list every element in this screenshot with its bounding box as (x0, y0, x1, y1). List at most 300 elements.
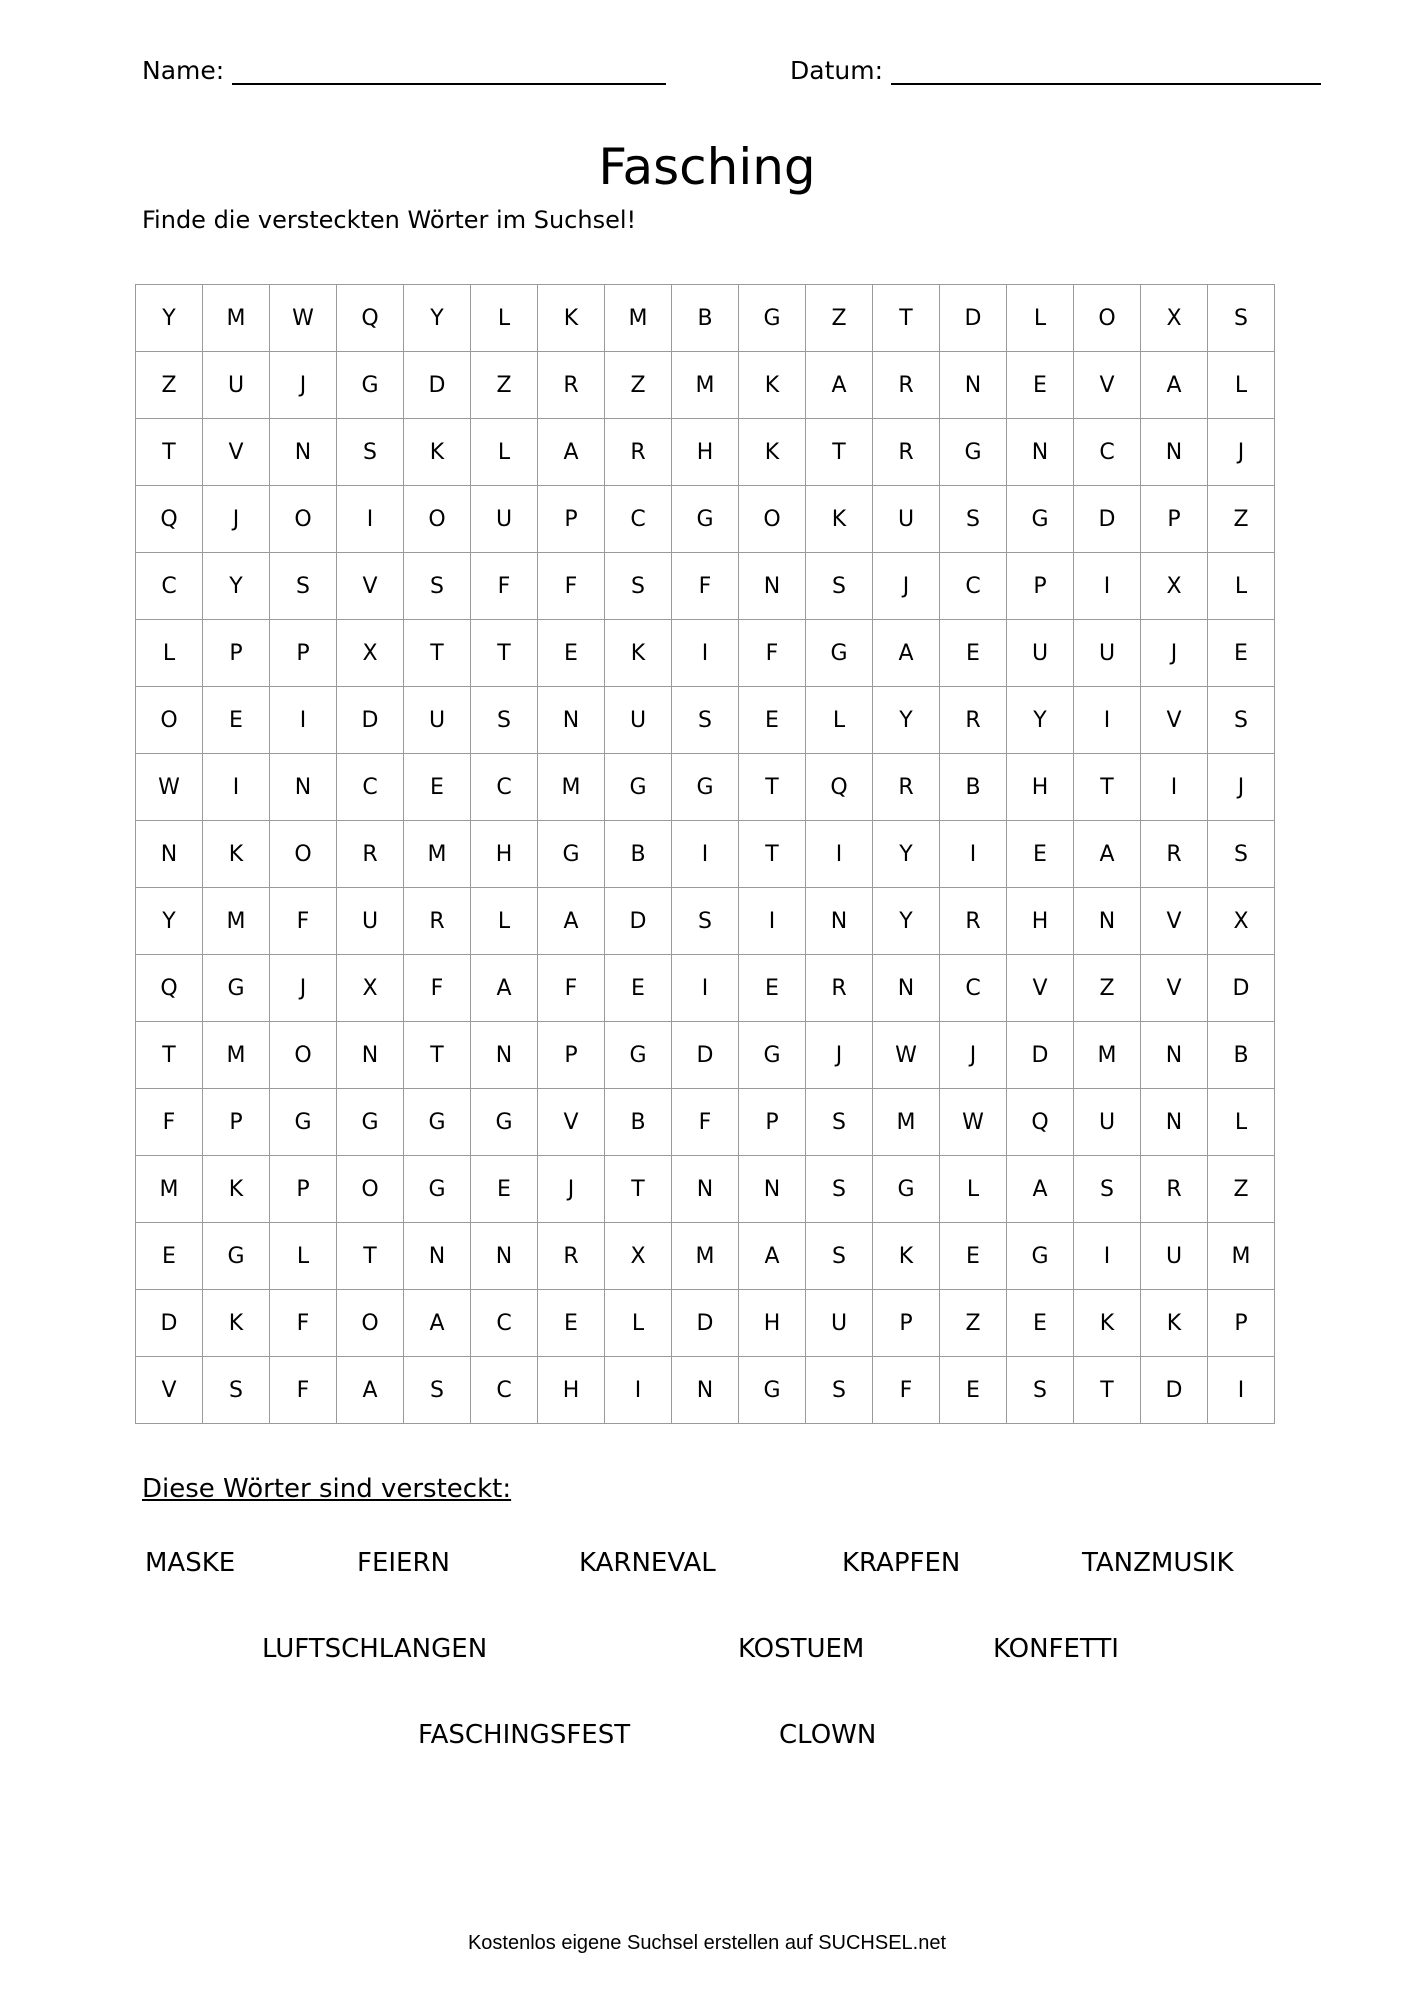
grid-cell[interactable]: C (605, 486, 672, 553)
grid-cell[interactable]: J (538, 1156, 605, 1223)
grid-cell[interactable]: E (538, 620, 605, 687)
grid-cell[interactable]: Z (136, 352, 203, 419)
grid-cell[interactable]: B (1208, 1022, 1275, 1089)
grid-cell[interactable]: I (806, 821, 873, 888)
grid-cell[interactable]: E (1007, 821, 1074, 888)
grid-cell[interactable]: T (136, 1022, 203, 1089)
grid-cell[interactable]: S (672, 687, 739, 754)
grid-cell[interactable]: L (806, 687, 873, 754)
grid-cell[interactable]: E (739, 955, 806, 1022)
grid-cell[interactable]: R (605, 419, 672, 486)
grid-cell[interactable]: R (806, 955, 873, 1022)
grid-cell[interactable]: L (940, 1156, 1007, 1223)
grid-cell[interactable]: R (337, 821, 404, 888)
grid-cell[interactable]: N (672, 1357, 739, 1424)
grid-cell[interactable]: O (136, 687, 203, 754)
grid-cell[interactable]: T (471, 620, 538, 687)
grid-cell[interactable]: Q (136, 486, 203, 553)
grid-cell[interactable]: G (1007, 1223, 1074, 1290)
grid-cell[interactable]: B (605, 821, 672, 888)
grid-cell[interactable]: R (940, 888, 1007, 955)
grid-cell[interactable]: I (672, 955, 739, 1022)
grid-cell[interactable]: C (940, 955, 1007, 1022)
grid-cell[interactable]: M (136, 1156, 203, 1223)
grid-cell[interactable]: S (404, 1357, 471, 1424)
grid-cell[interactable]: I (337, 486, 404, 553)
grid-cell[interactable]: C (1074, 419, 1141, 486)
grid-cell[interactable]: N (672, 1156, 739, 1223)
grid-cell[interactable]: P (270, 620, 337, 687)
grid-cell[interactable]: T (136, 419, 203, 486)
grid-cell[interactable]: Z (471, 352, 538, 419)
grid-cell[interactable]: G (203, 1223, 270, 1290)
grid-cell[interactable]: J (203, 486, 270, 553)
grid-cell[interactable]: W (270, 285, 337, 352)
grid-cell[interactable]: G (203, 955, 270, 1022)
grid-cell[interactable]: J (270, 352, 337, 419)
grid-cell[interactable]: V (1007, 955, 1074, 1022)
grid-cell[interactable]: D (404, 352, 471, 419)
grid-cell[interactable]: M (672, 352, 739, 419)
grid-cell[interactable]: S (806, 1223, 873, 1290)
worksheet-title: Fasching (598, 138, 816, 196)
grid-cell[interactable]: G (806, 620, 873, 687)
grid-cell[interactable]: S (806, 553, 873, 620)
grid-cell[interactable]: N (471, 1022, 538, 1089)
grid-cell[interactable]: V (1074, 352, 1141, 419)
grid-cell[interactable]: M (203, 285, 270, 352)
grid-cell[interactable]: I (203, 754, 270, 821)
grid-cell[interactable]: P (203, 620, 270, 687)
grid-cell[interactable]: J (1208, 419, 1275, 486)
grid-cell[interactable]: R (873, 419, 940, 486)
grid-cell[interactable]: Z (1208, 1156, 1275, 1223)
grid-cell[interactable]: C (471, 754, 538, 821)
grid-cell[interactable]: T (739, 821, 806, 888)
grid-cell[interactable]: S (806, 1156, 873, 1223)
grid-cell[interactable]: U (337, 888, 404, 955)
grid-cell[interactable]: R (873, 352, 940, 419)
grid-cell[interactable]: O (337, 1290, 404, 1357)
grid-cell[interactable]: L (471, 419, 538, 486)
grid-cell[interactable]: W (136, 754, 203, 821)
grid-cell[interactable]: F (471, 553, 538, 620)
grid-cell[interactable]: I (940, 821, 1007, 888)
grid-cell[interactable]: V (538, 1089, 605, 1156)
grid-cell[interactable]: E (940, 620, 1007, 687)
grid-cell[interactable]: Z (1208, 486, 1275, 553)
grid-cell[interactable]: E (1007, 1290, 1074, 1357)
word-list-item: KOSTUEM (738, 1634, 865, 1664)
grid-cell[interactable]: U (203, 352, 270, 419)
grid-cell[interactable]: K (605, 620, 672, 687)
grid-cell[interactable]: G (739, 1022, 806, 1089)
grid-cell[interactable]: P (270, 1156, 337, 1223)
grid-cell[interactable]: P (538, 486, 605, 553)
grid-cell[interactable]: T (806, 419, 873, 486)
grid-cell[interactable]: F (873, 1357, 940, 1424)
grid-cell[interactable]: Z (1074, 955, 1141, 1022)
grid-cell[interactable]: V (1141, 687, 1208, 754)
grid-cell[interactable]: I (1074, 687, 1141, 754)
grid-cell[interactable]: A (337, 1357, 404, 1424)
word-list-item: KONFETTI (993, 1634, 1119, 1664)
grid-cell[interactable]: V (337, 553, 404, 620)
grid-cell[interactable]: F (136, 1089, 203, 1156)
grid-cell[interactable]: C (337, 754, 404, 821)
grid-cell[interactable]: M (203, 1022, 270, 1089)
grid-cell[interactable]: R (1141, 1156, 1208, 1223)
grid-cell[interactable]: K (203, 1290, 270, 1357)
grid-cell[interactable]: H (538, 1357, 605, 1424)
grid-cell[interactable]: N (1141, 1089, 1208, 1156)
grid-cell[interactable]: M (538, 754, 605, 821)
grid-cell[interactable]: X (1141, 553, 1208, 620)
grid-cell[interactable]: N (940, 352, 1007, 419)
grid-cell[interactable]: P (538, 1022, 605, 1089)
grid-cell[interactable]: U (1007, 620, 1074, 687)
grid-cell[interactable]: S (940, 486, 1007, 553)
grid-cell[interactable]: N (806, 888, 873, 955)
grid-cell[interactable]: Y (1007, 687, 1074, 754)
grid-row (136, 1223, 1275, 1290)
grid-cell[interactable]: N (739, 553, 806, 620)
grid-cell[interactable]: U (404, 687, 471, 754)
grid-cell[interactable]: Y (136, 285, 203, 352)
grid-cell[interactable]: A (538, 419, 605, 486)
grid-cell[interactable]: J (940, 1022, 1007, 1089)
grid-cell[interactable]: D (672, 1022, 739, 1089)
grid-cell[interactable]: B (672, 285, 739, 352)
grid-cell[interactable]: K (1074, 1290, 1141, 1357)
grid-cell[interactable]: F (404, 955, 471, 1022)
grid-cell[interactable]: G (672, 486, 739, 553)
grid-cell[interactable]: O (1074, 285, 1141, 352)
grid-cell[interactable]: D (337, 687, 404, 754)
grid-cell[interactable]: H (1007, 754, 1074, 821)
grid-cell[interactable]: S (672, 888, 739, 955)
grid-cell[interactable]: L (1208, 1089, 1275, 1156)
grid-cell[interactable]: S (471, 687, 538, 754)
grid-cell[interactable]: N (404, 1223, 471, 1290)
grid-cell[interactable]: U (1141, 1223, 1208, 1290)
grid-cell[interactable]: U (806, 1290, 873, 1357)
grid-cell[interactable]: G (605, 754, 672, 821)
grid-cell[interactable]: S (1208, 687, 1275, 754)
grid-cell[interactable]: R (873, 754, 940, 821)
grid-cell[interactable]: E (605, 955, 672, 1022)
grid-cell[interactable]: A (739, 1223, 806, 1290)
grid-cell[interactable]: F (739, 620, 806, 687)
grid-cell[interactable]: W (940, 1089, 1007, 1156)
grid-cell[interactable]: A (404, 1290, 471, 1357)
grid-cell[interactable]: G (404, 1089, 471, 1156)
grid-cell[interactable]: F (270, 1290, 337, 1357)
grid-cell[interactable]: N (1007, 419, 1074, 486)
grid-cell[interactable]: R (538, 352, 605, 419)
grid-cell[interactable]: G (873, 1156, 940, 1223)
grid-cell[interactable]: X (1208, 888, 1275, 955)
grid-cell[interactable]: E (1007, 352, 1074, 419)
grid-cell[interactable]: S (1074, 1156, 1141, 1223)
grid-cell[interactable]: A (471, 955, 538, 1022)
grid-cell[interactable]: A (806, 352, 873, 419)
grid-cell[interactable]: O (404, 486, 471, 553)
grid-cell[interactable]: L (1007, 285, 1074, 352)
grid-cell[interactable]: P (873, 1290, 940, 1357)
grid-cell[interactable]: E (940, 1357, 1007, 1424)
grid-cell[interactable]: E (136, 1223, 203, 1290)
grid-cell[interactable]: D (1208, 955, 1275, 1022)
grid-cell[interactable]: N (538, 687, 605, 754)
date-blank-line[interactable] (891, 57, 1321, 85)
grid-cell[interactable]: W (873, 1022, 940, 1089)
grid-cell[interactable]: K (538, 285, 605, 352)
grid-cell[interactable]: X (1141, 285, 1208, 352)
grid-cell[interactable]: K (739, 419, 806, 486)
grid-cell[interactable]: A (1007, 1156, 1074, 1223)
grid-cell[interactable]: I (605, 1357, 672, 1424)
grid-cell[interactable]: H (471, 821, 538, 888)
grid-cell[interactable]: U (873, 486, 940, 553)
grid-cell[interactable]: S (337, 419, 404, 486)
grid-cell[interactable]: G (270, 1089, 337, 1156)
grid-cell[interactable]: Q (1007, 1089, 1074, 1156)
grid-cell[interactable]: K (203, 821, 270, 888)
grid-cell[interactable]: A (538, 888, 605, 955)
grid-cell[interactable]: I (1074, 553, 1141, 620)
grid-cell[interactable]: F (538, 553, 605, 620)
grid-cell[interactable]: D (605, 888, 672, 955)
grid-cell[interactable]: N (337, 1022, 404, 1089)
grid-cell[interactable]: N (471, 1223, 538, 1290)
grid-cell[interactable]: O (337, 1156, 404, 1223)
grid-cell[interactable]: I (672, 821, 739, 888)
grid-cell[interactable]: K (203, 1156, 270, 1223)
grid-cell[interactable]: K (873, 1223, 940, 1290)
date-label: Datum: (790, 56, 883, 85)
grid-cell[interactable]: O (270, 821, 337, 888)
grid-cell[interactable]: F (270, 888, 337, 955)
grid-cell[interactable]: H (1007, 888, 1074, 955)
grid-cell[interactable]: X (337, 620, 404, 687)
grid-cell[interactable]: N (136, 821, 203, 888)
grid-cell[interactable]: J (1141, 620, 1208, 687)
grid-cell[interactable]: X (337, 955, 404, 1022)
grid-cell[interactable]: I (672, 620, 739, 687)
grid-cell[interactable]: S (1208, 821, 1275, 888)
grid-cell[interactable]: S (1208, 285, 1275, 352)
grid-cell[interactable]: F (270, 1357, 337, 1424)
grid-cell[interactable]: S (1007, 1357, 1074, 1424)
grid-cell[interactable]: V (136, 1357, 203, 1424)
grid-cell[interactable]: G (471, 1089, 538, 1156)
grid-cell[interactable]: A (1141, 352, 1208, 419)
grid-cell[interactable]: L (605, 1290, 672, 1357)
grid-cell[interactable]: T (404, 620, 471, 687)
grid-cell[interactable]: D (1074, 486, 1141, 553)
grid-cell[interactable]: Q (136, 955, 203, 1022)
grid-cell[interactable]: R (538, 1223, 605, 1290)
grid-cell[interactable]: C (471, 1357, 538, 1424)
grid-cell[interactable]: A (873, 620, 940, 687)
grid-cell[interactable]: M (1208, 1223, 1275, 1290)
grid-cell[interactable]: L (270, 1223, 337, 1290)
grid-cell[interactable]: N (1074, 888, 1141, 955)
grid-cell[interactable]: E (471, 1156, 538, 1223)
grid-cell[interactable]: K (404, 419, 471, 486)
grid-cell[interactable]: M (1074, 1022, 1141, 1089)
grid-cell[interactable]: S (806, 1357, 873, 1424)
grid-cell[interactable]: V (1141, 888, 1208, 955)
grid-cell[interactable]: M (605, 285, 672, 352)
grid-cell[interactable]: E (404, 754, 471, 821)
grid-cell[interactable]: D (1141, 1357, 1208, 1424)
grid-cell[interactable]: U (1074, 1089, 1141, 1156)
grid-cell[interactable]: G (538, 821, 605, 888)
grid-cell[interactable]: K (739, 352, 806, 419)
grid-cell[interactable]: Y (203, 553, 270, 620)
grid-cell[interactable]: L (471, 888, 538, 955)
grid-cell[interactable]: G (337, 1089, 404, 1156)
grid-cell[interactable]: T (337, 1223, 404, 1290)
grid-cell[interactable]: F (538, 955, 605, 1022)
grid-cell[interactable]: U (471, 486, 538, 553)
grid-cell[interactable]: U (1074, 620, 1141, 687)
grid-cell[interactable]: O (270, 1022, 337, 1089)
grid-cell[interactable]: P (1007, 553, 1074, 620)
grid-cell[interactable]: Z (605, 352, 672, 419)
grid-cell[interactable]: H (672, 419, 739, 486)
grid-cell[interactable]: P (1208, 1290, 1275, 1357)
grid-cell[interactable]: F (672, 1089, 739, 1156)
grid-cell[interactable]: D (940, 285, 1007, 352)
grid-cell[interactable]: S (203, 1357, 270, 1424)
grid-cell[interactable]: G (337, 352, 404, 419)
grid-cell[interactable]: I (739, 888, 806, 955)
grid-cell[interactable]: D (1007, 1022, 1074, 1089)
grid-cell[interactable]: T (739, 754, 806, 821)
grid-cell[interactable]: N (270, 419, 337, 486)
grid-cell[interactable]: J (1208, 754, 1275, 821)
grid-cell[interactable]: R (1141, 821, 1208, 888)
grid-cell[interactable]: A (1074, 821, 1141, 888)
grid-cell[interactable]: S (270, 553, 337, 620)
grid-cell[interactable]: P (203, 1089, 270, 1156)
grid-cell[interactable]: Q (337, 285, 404, 352)
grid-cell[interactable]: D (672, 1290, 739, 1357)
grid-cell[interactable]: B (940, 754, 1007, 821)
grid-cell[interactable]: S (605, 553, 672, 620)
name-blank-line[interactable] (232, 57, 666, 85)
grid-cell[interactable]: N (270, 754, 337, 821)
grid-cell[interactable]: R (940, 687, 1007, 754)
grid-cell[interactable]: Y (873, 687, 940, 754)
grid-cell[interactable]: M (873, 1089, 940, 1156)
grid-cell[interactable]: V (203, 419, 270, 486)
grid-cell[interactable]: E (739, 687, 806, 754)
grid-cell[interactable]: T (605, 1156, 672, 1223)
grid-cell[interactable]: Z (940, 1290, 1007, 1357)
grid-cell[interactable]: F (672, 553, 739, 620)
grid-cell[interactable]: V (1141, 955, 1208, 1022)
grid-cell[interactable]: C (471, 1290, 538, 1357)
grid-cell[interactable]: E (203, 687, 270, 754)
grid-cell[interactable]: J (873, 553, 940, 620)
grid-cell[interactable]: X (605, 1223, 672, 1290)
grid-cell[interactable]: E (1208, 620, 1275, 687)
grid-cell[interactable]: L (1208, 553, 1275, 620)
grid-cell[interactable]: T (1074, 754, 1141, 821)
grid-cell[interactable]: S (404, 553, 471, 620)
name-field[interactable] (142, 56, 666, 85)
date-field[interactable] (790, 56, 1321, 85)
grid-cell[interactable]: G (940, 419, 1007, 486)
grid-cell[interactable]: K (806, 486, 873, 553)
grid-cell[interactable]: T (1074, 1357, 1141, 1424)
grid-cell[interactable]: Y (873, 888, 940, 955)
grid-cell[interactable]: L (1208, 352, 1275, 419)
grid-cell[interactable]: I (1074, 1223, 1141, 1290)
grid-cell[interactable]: D (136, 1290, 203, 1357)
grid-cell[interactable]: G (605, 1022, 672, 1089)
grid-cell[interactable]: P (739, 1089, 806, 1156)
grid-cell[interactable]: G (1007, 486, 1074, 553)
grid-cell[interactable]: P (1141, 486, 1208, 553)
grid-cell[interactable]: J (270, 955, 337, 1022)
grid-cell[interactable]: G (672, 754, 739, 821)
grid-cell[interactable]: N (1141, 1022, 1208, 1089)
grid-row (136, 1357, 1275, 1424)
grid-cell[interactable]: Y (136, 888, 203, 955)
grid-row (136, 1089, 1275, 1156)
grid-cell[interactable]: C (940, 553, 1007, 620)
grid-cell[interactable]: G (739, 285, 806, 352)
grid-cell[interactable]: N (1141, 419, 1208, 486)
grid-cell[interactable]: U (605, 687, 672, 754)
grid-cell[interactable]: E (940, 1223, 1007, 1290)
grid-cell[interactable]: M (672, 1223, 739, 1290)
grid-cell[interactable]: N (873, 955, 940, 1022)
grid-cell[interactable]: I (1141, 754, 1208, 821)
grid-cell[interactable]: I (1208, 1357, 1275, 1424)
grid-cell[interactable]: H (739, 1290, 806, 1357)
grid-cell[interactable]: L (471, 285, 538, 352)
grid-cell[interactable]: K (1141, 1290, 1208, 1357)
grid-cell[interactable]: S (806, 1089, 873, 1156)
grid-cell[interactable]: G (739, 1357, 806, 1424)
grid-cell[interactable]: C (136, 553, 203, 620)
grid-cell[interactable]: Y (404, 285, 471, 352)
grid-cell[interactable]: E (538, 1290, 605, 1357)
grid-cell[interactable]: B (605, 1089, 672, 1156)
grid-cell[interactable]: L (136, 620, 203, 687)
grid-cell[interactable]: M (404, 821, 471, 888)
grid-cell[interactable]: I (270, 687, 337, 754)
grid-cell[interactable]: O (739, 486, 806, 553)
grid-cell[interactable]: T (873, 285, 940, 352)
grid-cell[interactable]: N (739, 1156, 806, 1223)
grid-cell[interactable]: G (404, 1156, 471, 1223)
grid-cell[interactable]: O (270, 486, 337, 553)
grid-cell[interactable]: R (404, 888, 471, 955)
grid-cell[interactable]: J (806, 1022, 873, 1089)
grid-cell[interactable]: Y (873, 821, 940, 888)
grid-cell[interactable]: Z (806, 285, 873, 352)
grid-cell[interactable]: Q (806, 754, 873, 821)
grid-cell[interactable]: T (404, 1022, 471, 1089)
grid-cell[interactable]: M (203, 888, 270, 955)
